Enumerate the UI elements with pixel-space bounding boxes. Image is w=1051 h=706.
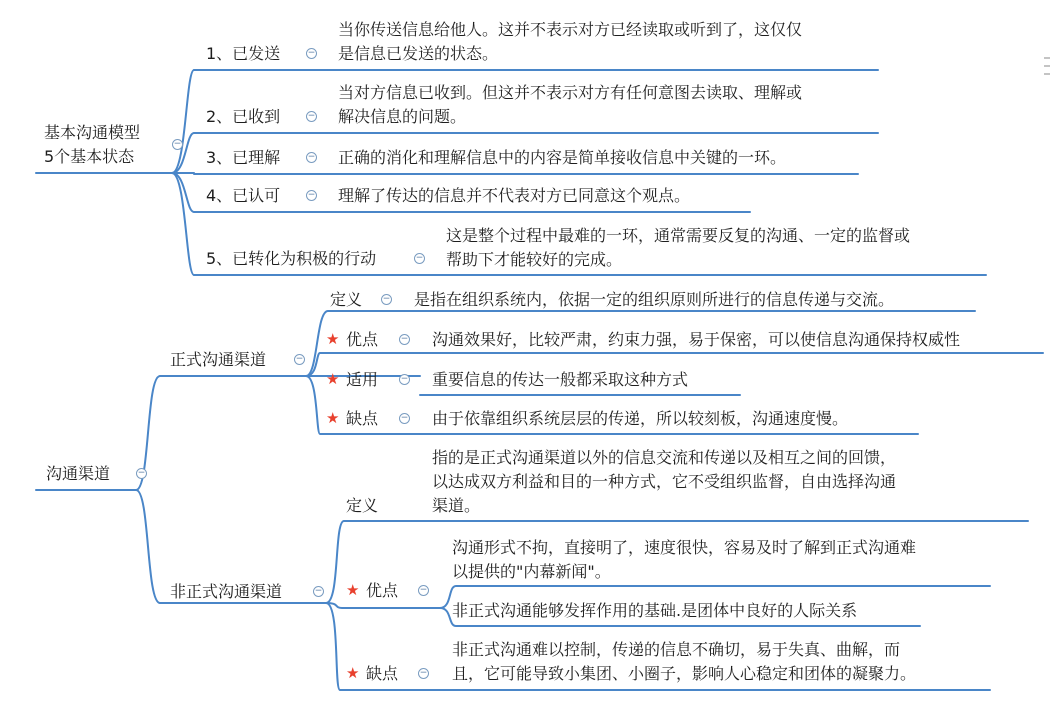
star-icon: ★ xyxy=(346,581,360,599)
collapse-circle-icon[interactable]: − xyxy=(307,152,316,162)
formal-pros-note: 沟通效果好，比较严肃，约束力强，易于保密，可以使信息沟通保持权威性 xyxy=(432,330,961,349)
collapse-circle-icon[interactable]: − xyxy=(400,413,409,423)
formal-usage[interactable]: 适用 xyxy=(346,370,379,389)
formal-usage-note: 重要信息的传达一般都采取这种方式 xyxy=(432,370,689,389)
branch-accepted[interactable]: 4、已认可 xyxy=(206,186,281,205)
collapse-circle-icon[interactable]: − xyxy=(400,374,409,384)
collapse-circle-icon[interactable]: − xyxy=(137,468,146,478)
collapse-circle-icon[interactable]: − xyxy=(415,253,424,263)
informal-pros-note1-line1: 沟通形式不拘，直接明了，速度很快，容易及时了解到正式沟通难 xyxy=(452,538,917,557)
note-sent-line2: 是信息已发送的状态。 xyxy=(338,44,499,63)
note-received-line1: 当对方信息已收到。但这并不表示对方有任何意图去读取、理解或 xyxy=(338,83,803,102)
star-icon: ★ xyxy=(326,409,340,427)
note-sent-line1: 当你传送信息给他人。这并不表示对方已经读取或听到了，这仅仅 xyxy=(338,20,803,39)
note-accepted: 理解了传达的信息并不代表对方已同意这个观点。 xyxy=(338,186,691,205)
root-node-subtitle[interactable]: 5个基本状态 xyxy=(44,147,135,166)
collapse-circle-icon[interactable]: − xyxy=(314,586,323,596)
note-understood: 正确的消化和理解信息中的内容是简单接收信息中关键的一环。 xyxy=(338,148,787,167)
collapse-circle-icon[interactable]: − xyxy=(307,190,316,200)
informal-cons-note-line1: 非正式沟通难以控制，传递的信息不确切，易于失真、曲解，而 xyxy=(452,640,901,659)
star-icon: ★ xyxy=(326,370,340,388)
informal-definition-note-line2: 以达成双方利益和目的一种方式，它不受组织监督，自由选择沟通 xyxy=(432,472,897,491)
branch-sent[interactable]: 1、已发送 xyxy=(206,44,281,63)
informal-pros-note1-line2: 以提供的"内幕新闻"。 xyxy=(452,562,611,581)
formal-pros[interactable]: 优点 xyxy=(346,330,379,349)
star-icon: ★ xyxy=(346,664,360,682)
collapse-circle-icon[interactable]: − xyxy=(173,139,182,149)
branch-received[interactable]: 2、已收到 xyxy=(206,107,281,126)
collapse-circle-icon[interactable]: − xyxy=(400,334,409,344)
note-action-line2: 帮助下才能较好的完成。 xyxy=(446,250,623,269)
informal-definition-note-line3: 渠道。 xyxy=(432,496,481,515)
formal-definition[interactable]: 定义 xyxy=(330,290,363,309)
informal-definition[interactable]: 定义 xyxy=(346,496,379,515)
collapse-circle-icon[interactable]: − xyxy=(382,294,391,304)
collapse-circle-icon[interactable]: − xyxy=(307,111,316,121)
branch-informal[interactable]: 非正式沟通渠道 xyxy=(170,582,283,601)
branch-action[interactable]: 5、已转化为积极的行动 xyxy=(206,249,377,268)
collapse-circle-icon[interactable]: − xyxy=(419,668,428,678)
collapse-circle-icon[interactable]: − xyxy=(295,354,304,364)
branch-formal[interactable]: 正式沟通渠道 xyxy=(170,350,267,369)
informal-cons-note-line2: 且，它可能导致小集团、小圈子，影响人心稳定和团体的凝聚力。 xyxy=(452,664,917,683)
formal-cons-note: 由于依靠组织系统层层的传递，所以较刻板，沟通速度慢。 xyxy=(432,409,849,428)
root-node-title[interactable]: 基本沟通模型 xyxy=(44,123,141,142)
informal-pros-note2: 非正式沟通能够发挥作用的基础.是团体中良好的人际关系 xyxy=(452,601,858,620)
formal-cons[interactable]: 缺点 xyxy=(346,409,379,428)
note-received-line2: 解决信息的问题。 xyxy=(338,107,467,126)
informal-pros[interactable]: 优点 xyxy=(366,581,399,600)
formal-definition-note: 是指在组织系统内，依据一定的组织原则所进行的信息传递与交流。 xyxy=(414,290,895,309)
informal-definition-note-line1: 指的是正式沟通渠道以外的信息交流和传递以及相互之间的回馈， xyxy=(432,448,897,467)
scroll-indicator[interactable] xyxy=(1043,55,1051,77)
root-node-channels[interactable]: 沟通渠道 xyxy=(46,464,111,483)
branch-understood[interactable]: 3、已理解 xyxy=(206,148,281,167)
star-icon: ★ xyxy=(326,330,340,348)
informal-cons[interactable]: 缺点 xyxy=(366,664,399,683)
collapse-circle-icon[interactable]: − xyxy=(307,48,316,58)
collapse-circle-icon[interactable]: − xyxy=(419,585,428,595)
note-action-line1: 这是整个过程中最难的一环，通常需要反复的沟通、一定的监督或 xyxy=(446,226,911,245)
